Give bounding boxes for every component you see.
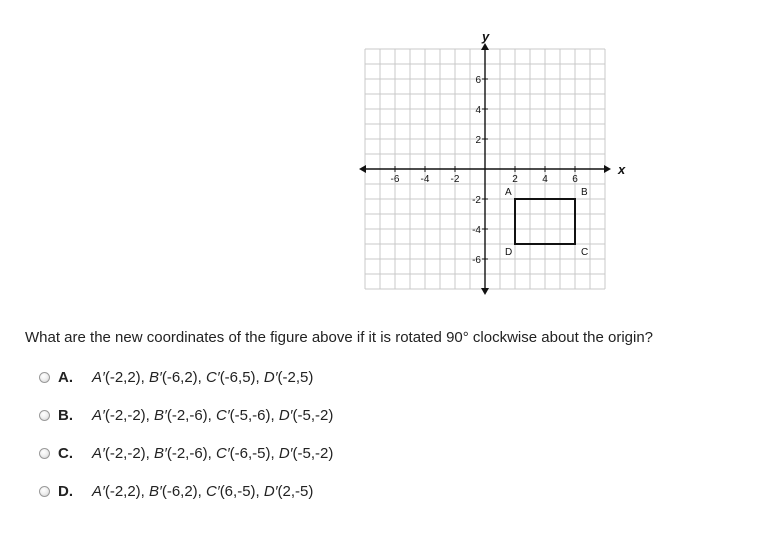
vertex-coordinate: (-6,2), bbox=[161, 368, 207, 386]
vertex-name: D′ bbox=[278, 444, 293, 462]
vertex-label-c: C bbox=[581, 247, 589, 258]
vertex-coordinate: (-6,5), bbox=[219, 368, 264, 386]
vertex-name: C′ bbox=[216, 406, 230, 424]
x-tick-label: 2 bbox=[512, 174, 518, 185]
vertex-name: C′ bbox=[206, 368, 220, 386]
vertex-coordinate: (-2,-6), bbox=[166, 406, 216, 424]
choice-letter: C. bbox=[58, 444, 73, 462]
y-tick-label: 2 bbox=[475, 135, 481, 146]
vertex-name: D′ bbox=[263, 368, 278, 386]
vertex-name: A′ bbox=[92, 406, 105, 424]
x-tick-label: -6 bbox=[390, 174, 400, 185]
vertex-label-d: D bbox=[505, 247, 513, 258]
y-axis-label: y bbox=[482, 29, 490, 44]
x-axis-arrow-right bbox=[604, 165, 611, 173]
radio-button[interactable] bbox=[39, 410, 50, 421]
radio-button[interactable] bbox=[39, 372, 50, 383]
choice-letter: A. bbox=[58, 368, 73, 386]
y-tick-label: -6 bbox=[472, 255, 481, 266]
vertex-coordinate: (-2,5) bbox=[277, 368, 314, 386]
x-tick-label: 6 bbox=[572, 174, 578, 185]
y-tick-label: 6 bbox=[475, 75, 481, 86]
x-tick-label: -2 bbox=[450, 174, 460, 185]
vertex-name: A′ bbox=[92, 482, 105, 500]
rectangle-figure bbox=[505, 187, 588, 258]
vertex-coordinate: (-2,-6), bbox=[166, 444, 216, 462]
vertex-coordinate: (-5,-2) bbox=[292, 406, 334, 424]
y-tick-label: -2 bbox=[472, 195, 481, 206]
x-tick-label: 4 bbox=[542, 174, 548, 185]
vertex-name: C′ bbox=[216, 444, 230, 462]
vertex-coordinate: (-2,2), bbox=[104, 368, 150, 386]
choice-letter: B. bbox=[58, 406, 73, 424]
choice-a[interactable] bbox=[39, 367, 313, 387]
y-tick-label: -4 bbox=[472, 225, 481, 236]
vertex-coordinate: (-2,-2), bbox=[104, 444, 154, 462]
vertex-coordinate: (-6,2), bbox=[161, 482, 207, 500]
x-axis-arrow-left bbox=[359, 165, 366, 173]
vertex-name: B′ bbox=[154, 406, 167, 424]
vertex-name: D′ bbox=[278, 406, 293, 424]
choice-answer-text bbox=[92, 483, 313, 500]
choice-answer-text bbox=[92, 369, 313, 386]
vertex-name: A′ bbox=[92, 444, 105, 462]
choice-b[interactable] bbox=[39, 405, 333, 425]
vertex-coordinate: (-2,2), bbox=[104, 482, 150, 500]
question-text: What are the new coordinates of the figure above if it is rotated 90° clockwise about the origin? bbox=[25, 329, 654, 346]
choice-letter: D. bbox=[58, 482, 73, 500]
vertex-coordinate: (-5,-2) bbox=[292, 444, 334, 462]
y-axis-arrow-up bbox=[481, 43, 489, 50]
x-tick-label: -4 bbox=[420, 174, 430, 185]
vertex-name: A′ bbox=[92, 368, 105, 386]
choice-c[interactable] bbox=[39, 443, 333, 463]
vertex-coordinate: (6,-5), bbox=[219, 482, 264, 500]
vertex-coordinate: (-6,-5), bbox=[229, 444, 279, 462]
vertex-name: C′ bbox=[206, 482, 220, 500]
vertex-name: B′ bbox=[149, 482, 162, 500]
choice-answer-text bbox=[92, 445, 333, 462]
vertex-name: D′ bbox=[263, 482, 278, 500]
vertex-name: B′ bbox=[149, 368, 162, 386]
radio-button[interactable] bbox=[39, 448, 50, 459]
vertex-coordinate: (-2,-2), bbox=[104, 406, 154, 424]
choice-answer-text bbox=[92, 407, 333, 424]
choice-d[interactable] bbox=[39, 481, 313, 501]
vertex-name: B′ bbox=[154, 444, 167, 462]
vertex-label-b: B bbox=[581, 187, 588, 198]
radio-button[interactable] bbox=[39, 486, 50, 497]
y-axis-arrow-down bbox=[481, 288, 489, 295]
x-axis-label: x bbox=[618, 162, 626, 177]
vertex-coordinate: (2,-5) bbox=[277, 482, 314, 500]
vertex-coordinate: (-5,-6), bbox=[229, 406, 279, 424]
vertex-label-a: A bbox=[505, 187, 512, 198]
y-tick-label: 4 bbox=[475, 105, 481, 116]
